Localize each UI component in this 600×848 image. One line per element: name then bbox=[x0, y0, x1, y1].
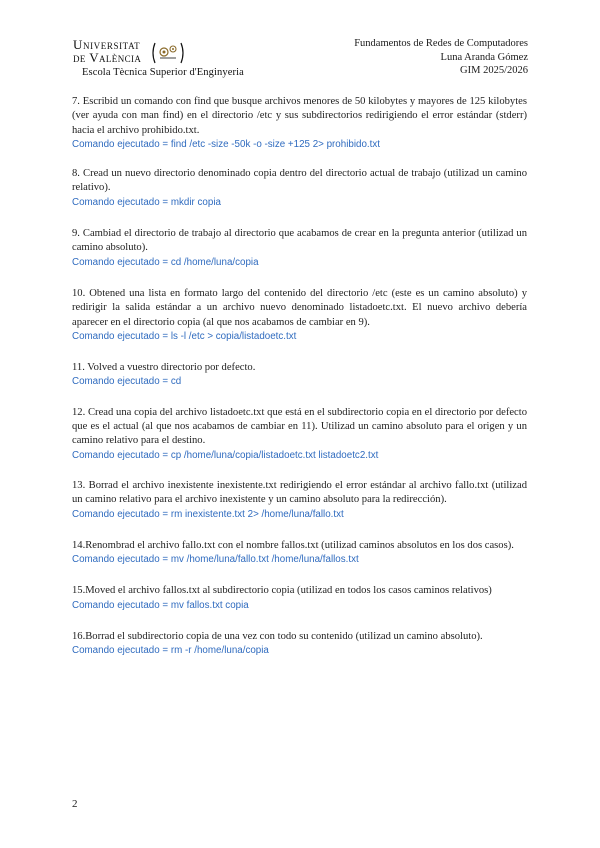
executed-command: Comando ejecutado = mkdir copia bbox=[72, 196, 221, 208]
executed-command: Comando ejecutado = rm -r /home/luna/copia bbox=[72, 645, 269, 657]
executed-command: Comando ejecutado = mv fallos.txt copia bbox=[72, 599, 249, 611]
logo-text-line3: Escola Tècnica Superior d'Enginyeria bbox=[82, 67, 244, 78]
executed-command: Comando ejecutado = mv /home/luna/fallo.txt /home/luna/fallos.txt bbox=[72, 554, 359, 566]
exercise-item bbox=[72, 479, 527, 522]
executed-command: Comando ejecutado = find /etc -size -50k -o -size +125 2> prohibido.txt bbox=[72, 138, 380, 150]
executed-command: Comando ejecutado = cp /home/luna/copia/listadoetc.txt listadoetc2.txt bbox=[72, 449, 379, 461]
exercise-item bbox=[72, 584, 527, 613]
exercise-item bbox=[72, 167, 527, 210]
executed-command: Comando ejecutado = cd bbox=[72, 376, 182, 388]
course-name: Fundamentos de Redes de Computadores bbox=[354, 38, 528, 49]
logo-emblem-icon bbox=[149, 41, 187, 65]
degree-year: GIM 2025/2026 bbox=[460, 65, 528, 76]
exercise-item bbox=[72, 630, 527, 659]
logo-text-line1: Universitat bbox=[73, 37, 141, 52]
exercise-item bbox=[72, 287, 527, 344]
university-logo bbox=[73, 38, 313, 82]
exercise-item bbox=[72, 406, 527, 463]
exercise-item bbox=[72, 227, 527, 270]
exercise-question: 7. Escribid un comando con find que busque archivos menores de 50 kilobytes y mayores de 125 kilobytes (ver ayuda con man find) en el directorio /etc y sus subdirectorios redirigiendo el error estándar (stderr) hacia el archivo prohibido.txt. bbox=[72, 96, 527, 136]
exercise-question: 14.Renombrad el archivo fallo.txt con el nombre fallos.txt (utilizad caminos absolutos en los dos casos). bbox=[72, 539, 514, 551]
page-number: 2 bbox=[72, 798, 78, 810]
exercise-question: 13. Borrad el archivo inexistente inexistente.txt redirigiendo el error estándar al archivo fallo.txt (utilizad un camino relativo para el archivo inexistente y un camino absoluto para la redirección). bbox=[72, 479, 527, 506]
exercise-list bbox=[72, 95, 527, 659]
exercise-question: 11. Volved a vuestro directorio por defecto. bbox=[72, 362, 256, 374]
executed-command: Comando ejecutado = ls -l /etc > copia/listadoetc.txt bbox=[72, 330, 297, 342]
exercise-item bbox=[72, 361, 527, 390]
exercise-question: 12. Cread una copia del archivo listadoetc.txt que está en el subdirectorio copia en el directorio por defecto que es el actual (al que nos acabamos de cambiar en 11). Utilizad un camino absoluto para el origen y un camino relativo para el destino. bbox=[72, 406, 527, 447]
exercise-question: 10. Obtened una lista en formato largo del contenido del directorio /etc (este es un camino absoluto) y redirigir la salida estándar a un archivo nuevo denominado listadoetc.txt. El nuevo archivo debería aparecer en el directorio copia (al que nos acabamos de cambiar en 9). bbox=[72, 287, 527, 328]
exercise-question: 16.Borrad el subdirectorio copia de una vez con todo su contenido (utilizad un camino absoluto). bbox=[72, 631, 483, 643]
exercise-item bbox=[72, 95, 527, 152]
author-name: Luna Aranda Gómez bbox=[440, 51, 528, 63]
logo-text-line2: de València bbox=[73, 50, 142, 65]
exercise-question: 15.Moved el archivo fallos.txt al subdirectorio copia (utilizad en todos los casos caminos relativos) bbox=[72, 585, 492, 597]
document-header bbox=[354, 37, 528, 78]
exercise-item bbox=[72, 539, 527, 568]
exercise-question: 8. Cread un nuevo directorio denominado copia dentro del directorio actual de trabajo (utilizad un camino relativo). bbox=[72, 168, 527, 194]
executed-command: Comando ejecutado = rm inexistente.txt 2> /home/luna/fallo.txt bbox=[72, 508, 344, 520]
exercise-question: 9. Cambiad el directorio de trabajo al directorio que acabamos de crear en la pregunta anterior (utilizad un camino absoluto). bbox=[72, 228, 527, 254]
executed-command: Comando ejecutado = cd /home/luna/copia bbox=[72, 256, 259, 268]
